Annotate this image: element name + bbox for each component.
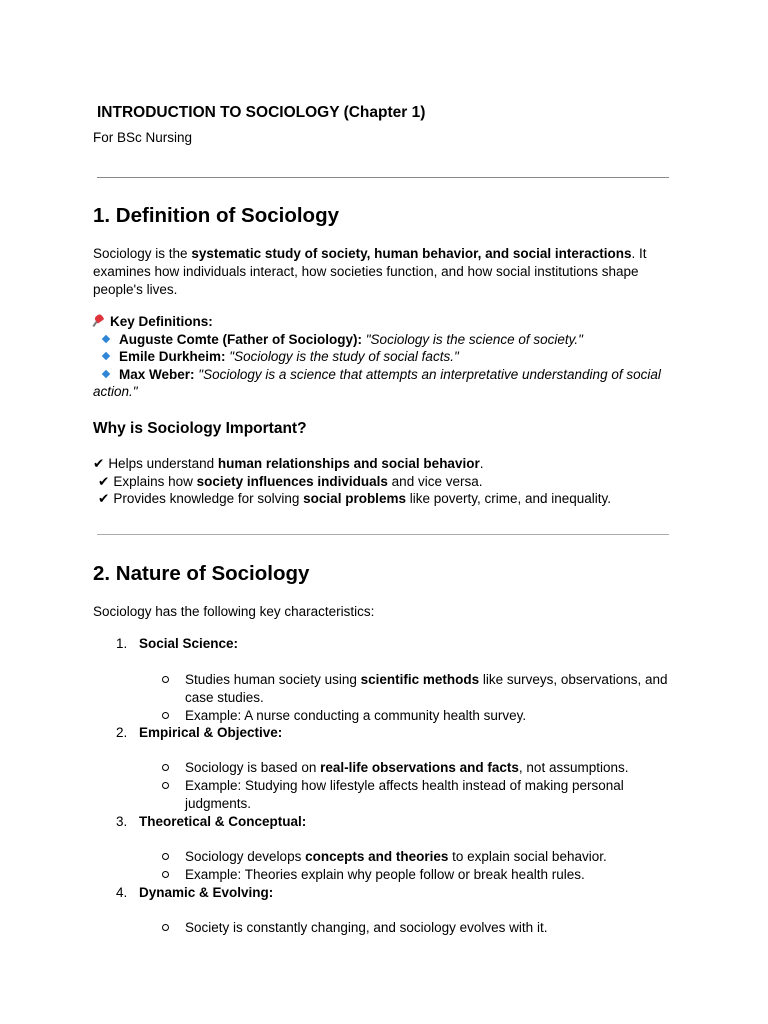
characteristic-item (116, 635, 238, 653)
subitem-text-pre: Example: A nurse conducting a community health survey. (185, 708, 527, 723)
definition-item (93, 331, 678, 349)
hollow-circle-bullet-icon (162, 712, 169, 719)
definition-author: Emile Durkheim: (119, 349, 226, 364)
subitem-text-post: , not assumptions. (518, 760, 629, 775)
definition-author: Max Weber: (119, 366, 195, 382)
subitem-text-pre: Society is constantly changing, and sociology evolves with it. (185, 920, 548, 935)
hollow-circle-bullet-icon (162, 676, 169, 683)
subitem-text-bold: real-life observations and facts (320, 760, 519, 775)
blue-diamond-icon (102, 352, 110, 360)
definition-item (93, 366, 678, 401)
subitem-text-pre: Sociology is based on (185, 760, 321, 775)
hollow-circle-bullet-icon (162, 871, 169, 878)
definition-text-post: . It examines how individuals interact, how societies function, and how social institutions shape people's lives. (93, 246, 647, 297)
blue-diamond-icon (102, 334, 110, 342)
item-number: 1. (116, 636, 128, 651)
characteristic-subitem (162, 866, 672, 884)
item-label: Empirical & Objective: (139, 725, 283, 740)
characteristic-subitem (162, 671, 672, 706)
characteristic-subitem (162, 848, 672, 866)
importance-list (93, 455, 693, 508)
hollow-circle-bullet-icon (162, 782, 169, 789)
definition-item (93, 348, 678, 366)
subitem-text-pre: Studies human society using (185, 672, 361, 687)
checkmark-icon: ✔ (98, 491, 110, 506)
nature-intro: Sociology has the following key characteristics: (93, 604, 375, 619)
importance-item (93, 473, 693, 491)
characteristic-item (116, 884, 273, 902)
key-definitions-header (93, 313, 678, 331)
importance-text-post: like poverty, crime, and inequality. (405, 491, 612, 506)
item-number: 3. (116, 814, 128, 829)
horizontal-divider (97, 534, 669, 535)
importance-text-bold: social problems (303, 491, 406, 506)
pushpin-icon (93, 314, 106, 327)
importance-item (93, 490, 693, 508)
hollow-circle-bullet-icon (162, 853, 169, 860)
definition-quote: "Sociology is the science of society." (365, 331, 583, 347)
importance-text-bold: society influences individuals (196, 473, 388, 489)
hollow-circle-bullet-icon (162, 764, 169, 771)
importance-text-pre: Provides knowledge for solving (113, 491, 304, 506)
characteristic-item (116, 724, 282, 742)
definition-author: Auguste Comte (Father of Sociology): (119, 331, 362, 347)
characteristic-item (116, 813, 306, 831)
key-definitions-block (93, 313, 678, 401)
item-number: 2. (116, 725, 128, 740)
subitem-text-bold: scientific methods (360, 672, 480, 687)
blue-diamond-icon (102, 369, 110, 377)
subitem-text-post: to explain social behavior. (448, 849, 607, 864)
characteristic-subitem (162, 777, 672, 812)
item-number: 4. (116, 885, 128, 900)
checkmark-icon: ✔ (93, 456, 105, 471)
importance-text-pre: Explains how (113, 473, 197, 489)
key-definitions-label: Key Definitions: (110, 314, 213, 329)
checkmark-icon: ✔ (98, 473, 110, 489)
characteristic-subitem (162, 759, 672, 777)
hollow-circle-bullet-icon (162, 924, 169, 931)
document-subtitle: For BSc Nursing (93, 130, 193, 145)
definition-text-bold: systematic study of society, human behavior, and social interactions (191, 246, 632, 261)
importance-heading: Why is Sociology Important? (93, 420, 307, 437)
item-label: Social Science: (139, 636, 239, 651)
characteristic-subitem (162, 707, 672, 725)
importance-item (93, 455, 693, 473)
importance-text-bold: human relationships and social behavior (217, 456, 480, 471)
horizontal-divider (97, 177, 669, 178)
subitem-text-pre: Example: Studying how lifestyle affects health instead of making personal judgments. (185, 778, 624, 811)
item-label: Dynamic & Evolving: (139, 885, 274, 900)
importance-text-post: . (479, 456, 484, 471)
characteristic-subitem (162, 919, 672, 937)
subitem-text-bold: concepts and theories (305, 849, 449, 864)
subitem-text-pre: Sociology develops (185, 849, 306, 864)
importance-text-pre: Helps understand (108, 456, 218, 471)
importance-text-post: and vice versa. (387, 473, 483, 489)
definition-quote: "Sociology is a science that attempts an interpretative understanding of social action." (93, 366, 661, 399)
section-heading-nature: 2. Nature of Sociology (93, 562, 310, 585)
subitem-text-pre: Example: Theories explain why people follow or break health rules. (185, 867, 585, 882)
definition-text-pre: Sociology is the (93, 246, 192, 261)
definition-quote: "Sociology is the study of social facts." (229, 349, 459, 364)
section-heading-definition: 1. Definition of Sociology (93, 204, 339, 227)
subitem-text-post: like surveys, observations, and case studies. (185, 672, 668, 705)
item-label: Theoretical & Conceptual: (139, 814, 307, 829)
document-title: INTRODUCTION TO SOCIOLOGY (Chapter 1) (97, 104, 426, 121)
definition-paragraph (93, 245, 678, 299)
